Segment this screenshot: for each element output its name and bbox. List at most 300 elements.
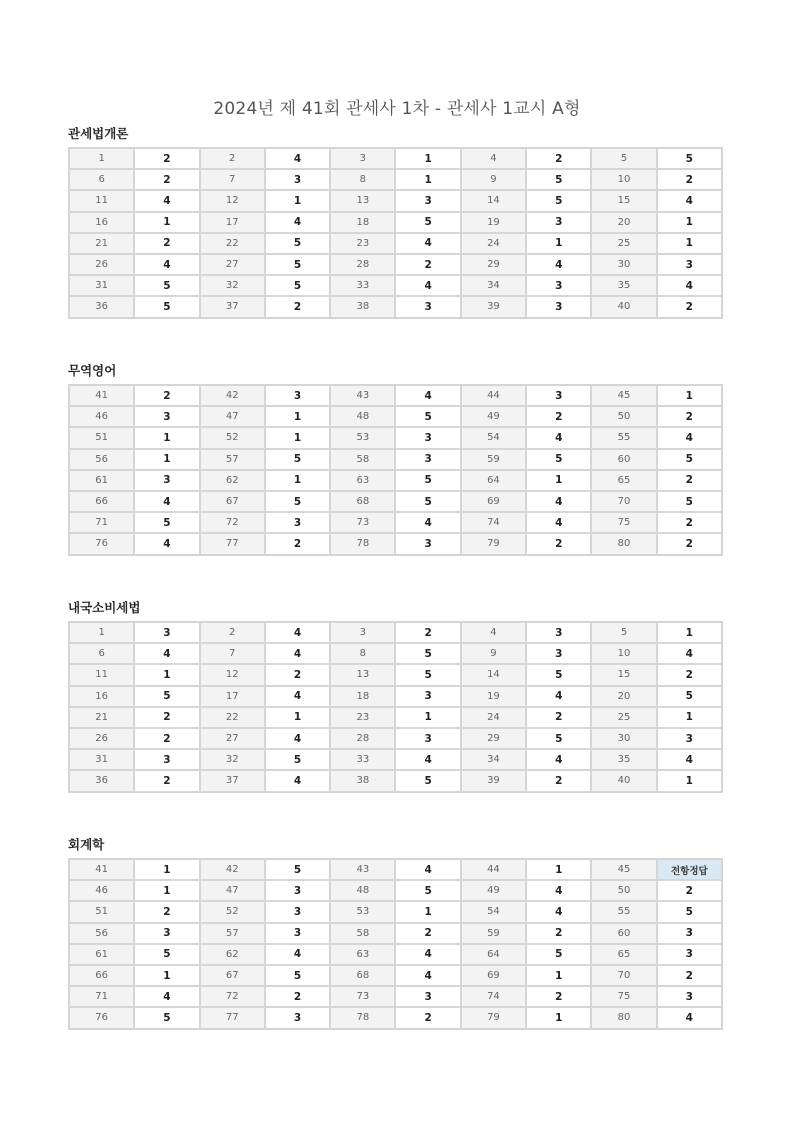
question-number: 12 (200, 664, 265, 685)
table-row (69, 512, 722, 533)
question-number: 21 (69, 233, 134, 254)
question-number: 68 (330, 491, 395, 512)
answer-value: 4 (526, 749, 591, 770)
answer-value: 5 (395, 880, 460, 901)
answer-value: 1 (134, 859, 199, 880)
question-number: 48 (330, 406, 395, 427)
question-number: 21 (69, 707, 134, 728)
question-number: 29 (461, 254, 526, 275)
answer-value: 1 (265, 427, 330, 448)
question-number: 4 (461, 148, 526, 169)
question-number: 64 (461, 944, 526, 965)
question-number: 55 (591, 901, 656, 922)
answer-value: 3 (265, 901, 330, 922)
answer-value: 1 (657, 233, 722, 254)
question-number: 39 (461, 770, 526, 791)
answer-value: 2 (265, 296, 330, 317)
question-number: 7 (200, 643, 265, 664)
answer-value: 5 (657, 686, 722, 707)
question-number: 15 (591, 664, 656, 685)
table-row (69, 491, 722, 512)
question-number: 16 (69, 212, 134, 233)
answer-value: 2 (395, 923, 460, 944)
answer-value: 3 (265, 512, 330, 533)
answer-value: 3 (657, 923, 722, 944)
answer-value: 3 (134, 749, 199, 770)
answer-value: 1 (395, 901, 460, 922)
table-row (69, 880, 722, 901)
question-number: 34 (461, 749, 526, 770)
question-number: 75 (591, 986, 656, 1007)
answer-value: 1 (134, 427, 199, 448)
answer-value: 2 (134, 233, 199, 254)
answer-value: 5 (265, 233, 330, 254)
answer-value: 3 (657, 728, 722, 749)
answer-value: 5 (395, 770, 460, 791)
question-number: 10 (591, 643, 656, 664)
table-row (69, 427, 722, 448)
question-number: 61 (69, 944, 134, 965)
question-number: 70 (591, 965, 656, 986)
answer-value: 1 (657, 770, 722, 791)
question-number: 8 (330, 169, 395, 190)
table-row (69, 707, 722, 728)
answer-value: 2 (265, 533, 330, 554)
table-row (69, 470, 722, 491)
question-number: 24 (461, 707, 526, 728)
question-number: 67 (200, 491, 265, 512)
section-accounting (68, 838, 723, 1030)
question-number: 78 (330, 1007, 395, 1028)
section-excise-tax-law (68, 601, 723, 793)
question-number: 80 (591, 1007, 656, 1028)
table-row (69, 686, 722, 707)
answer-value: 5 (265, 491, 330, 512)
answer-value: 3 (526, 296, 591, 317)
table-row (69, 923, 722, 944)
question-number: 61 (69, 470, 134, 491)
answer-value: 3 (395, 427, 460, 448)
answer-value: 3 (395, 986, 460, 1007)
answer-value: 3 (265, 169, 330, 190)
question-number: 5 (591, 622, 656, 643)
question-number: 1 (69, 148, 134, 169)
section-title: 내국소비세법 (68, 600, 141, 615)
answer-value: 1 (134, 880, 199, 901)
table-row (69, 986, 722, 1007)
answer-value: 3 (657, 254, 722, 275)
question-number: 69 (461, 491, 526, 512)
question-number: 47 (200, 880, 265, 901)
question-number: 79 (461, 1007, 526, 1028)
answer-value: 3 (395, 686, 460, 707)
table-row (69, 944, 722, 965)
answer-value: 2 (657, 880, 722, 901)
table-row (69, 728, 722, 749)
question-number: 45 (591, 385, 656, 406)
answer-value: 4 (265, 944, 330, 965)
question-number: 41 (69, 385, 134, 406)
answer-value: 3 (395, 533, 460, 554)
question-number: 6 (69, 169, 134, 190)
question-number: 17 (200, 686, 265, 707)
answer-value: 2 (134, 385, 199, 406)
question-number: 45 (591, 859, 656, 880)
question-number: 77 (200, 1007, 265, 1028)
question-number: 9 (461, 169, 526, 190)
question-number: 49 (461, 406, 526, 427)
section-title: 무역영어 (68, 363, 117, 378)
table-row (69, 664, 722, 685)
question-number: 8 (330, 643, 395, 664)
answer-value: 4 (657, 643, 722, 664)
question-number: 53 (330, 901, 395, 922)
answer-value: 2 (657, 169, 722, 190)
question-number: 76 (69, 533, 134, 554)
answer-value: 1 (265, 707, 330, 728)
answer-value: 5 (395, 643, 460, 664)
answer-value: 4 (526, 512, 591, 533)
question-number: 80 (591, 533, 656, 554)
answer-value: 2 (657, 512, 722, 533)
answer-value: 4 (134, 643, 199, 664)
answer-value: 5 (265, 965, 330, 986)
answer-value: 1 (134, 664, 199, 685)
question-number: 50 (591, 406, 656, 427)
question-number: 57 (200, 449, 265, 470)
question-number: 13 (330, 190, 395, 211)
answer-value: 4 (395, 944, 460, 965)
question-number: 72 (200, 512, 265, 533)
table-row (69, 233, 722, 254)
answer-value: 3 (265, 1007, 330, 1028)
question-number: 37 (200, 770, 265, 791)
answer-value: 1 (657, 212, 722, 233)
answer-value: 2 (526, 406, 591, 427)
answer-value: 5 (657, 491, 722, 512)
question-number: 73 (330, 512, 395, 533)
question-number: 42 (200, 385, 265, 406)
question-number: 49 (461, 880, 526, 901)
question-number: 37 (200, 296, 265, 317)
question-number: 65 (591, 470, 656, 491)
question-number: 52 (200, 901, 265, 922)
answer-value: 5 (134, 944, 199, 965)
question-number: 14 (461, 190, 526, 211)
question-number: 32 (200, 749, 265, 770)
question-number: 31 (69, 749, 134, 770)
question-number: 75 (591, 512, 656, 533)
answer-value: 4 (134, 533, 199, 554)
answer-value: 5 (526, 169, 591, 190)
answer-value: 5 (657, 901, 722, 922)
question-number: 59 (461, 923, 526, 944)
answer-value: 2 (526, 533, 591, 554)
answer-value: 5 (265, 254, 330, 275)
answer-value: 1 (526, 470, 591, 491)
question-number: 12 (200, 190, 265, 211)
question-number: 18 (330, 686, 395, 707)
answer-value: 2 (395, 1007, 460, 1028)
question-number: 62 (200, 944, 265, 965)
answer-value: 2 (526, 148, 591, 169)
question-number: 35 (591, 275, 656, 296)
answer-value: 4 (265, 622, 330, 643)
answer-value: 3 (526, 212, 591, 233)
question-number: 18 (330, 212, 395, 233)
answer-value: 1 (395, 148, 460, 169)
question-number: 70 (591, 491, 656, 512)
answer-value: 5 (134, 686, 199, 707)
question-number: 50 (591, 880, 656, 901)
answer-value: 2 (657, 664, 722, 685)
answer-value: 5 (395, 406, 460, 427)
answer-value: 2 (657, 296, 722, 317)
question-number: 10 (591, 169, 656, 190)
answer-value: 2 (526, 986, 591, 1007)
table-row (69, 275, 722, 296)
answer-value: 전항정답 (657, 859, 722, 880)
answer-value: 2 (134, 148, 199, 169)
question-number: 9 (461, 643, 526, 664)
table-row (69, 901, 722, 922)
answer-value: 2 (526, 707, 591, 728)
question-number: 38 (330, 770, 395, 791)
question-number: 43 (330, 859, 395, 880)
answer-value: 1 (134, 449, 199, 470)
question-number: 36 (69, 296, 134, 317)
answer-value: 3 (134, 406, 199, 427)
question-number: 33 (330, 275, 395, 296)
question-number: 69 (461, 965, 526, 986)
question-number: 66 (69, 965, 134, 986)
section-trade-english (68, 364, 723, 556)
answer-value: 2 (395, 254, 460, 275)
answer-value: 3 (265, 880, 330, 901)
question-number: 63 (330, 944, 395, 965)
question-number: 27 (200, 254, 265, 275)
answer-value: 5 (134, 275, 199, 296)
question-number: 2 (200, 148, 265, 169)
question-number: 34 (461, 275, 526, 296)
answer-value: 4 (265, 770, 330, 791)
answer-value: 4 (395, 512, 460, 533)
answer-value: 3 (134, 923, 199, 944)
answer-value: 1 (657, 622, 722, 643)
question-number: 40 (591, 296, 656, 317)
question-number: 25 (591, 233, 656, 254)
question-number: 73 (330, 986, 395, 1007)
answer-value: 1 (395, 707, 460, 728)
question-number: 30 (591, 254, 656, 275)
answer-value: 3 (395, 449, 460, 470)
question-number: 60 (591, 449, 656, 470)
question-number: 58 (330, 449, 395, 470)
question-number: 38 (330, 296, 395, 317)
question-number: 53 (330, 427, 395, 448)
question-number: 58 (330, 923, 395, 944)
answer-value: 4 (134, 190, 199, 211)
answer-value: 4 (526, 254, 591, 275)
answer-value: 4 (265, 686, 330, 707)
question-number: 31 (69, 275, 134, 296)
answer-value: 4 (395, 385, 460, 406)
answer-value: 4 (526, 686, 591, 707)
answer-value: 2 (265, 664, 330, 685)
answer-value: 4 (526, 491, 591, 512)
answer-value: 3 (657, 986, 722, 1007)
question-number: 77 (200, 533, 265, 554)
answer-value: 4 (657, 427, 722, 448)
question-number: 7 (200, 169, 265, 190)
table-row (69, 770, 722, 791)
answer-value: 3 (265, 923, 330, 944)
question-number: 20 (591, 212, 656, 233)
question-number: 51 (69, 427, 134, 448)
question-number: 2 (200, 622, 265, 643)
answer-value: 1 (134, 965, 199, 986)
question-number: 26 (69, 254, 134, 275)
question-number: 54 (461, 427, 526, 448)
question-number: 64 (461, 470, 526, 491)
question-number: 47 (200, 406, 265, 427)
question-number: 44 (461, 859, 526, 880)
answer-value: 5 (526, 728, 591, 749)
question-number: 78 (330, 533, 395, 554)
answer-value: 2 (134, 770, 199, 791)
answer-table (68, 858, 723, 1030)
answer-value: 4 (265, 728, 330, 749)
answer-value: 1 (526, 1007, 591, 1028)
question-number: 48 (330, 880, 395, 901)
question-number: 4 (461, 622, 526, 643)
question-number: 26 (69, 728, 134, 749)
question-number: 1 (69, 622, 134, 643)
answer-value: 4 (657, 190, 722, 211)
answer-value: 5 (395, 664, 460, 685)
question-number: 46 (69, 406, 134, 427)
answer-value: 5 (526, 944, 591, 965)
table-row (69, 643, 722, 664)
answer-value: 2 (657, 470, 722, 491)
question-number: 19 (461, 212, 526, 233)
question-number: 16 (69, 686, 134, 707)
answer-value: 5 (657, 449, 722, 470)
question-number: 11 (69, 190, 134, 211)
answer-value: 4 (134, 254, 199, 275)
answer-value: 2 (526, 923, 591, 944)
answer-value: 5 (395, 491, 460, 512)
question-number: 76 (69, 1007, 134, 1028)
answer-value: 4 (526, 880, 591, 901)
answer-value: 4 (395, 275, 460, 296)
question-number: 39 (461, 296, 526, 317)
answer-value: 1 (265, 406, 330, 427)
answer-value: 2 (657, 406, 722, 427)
question-number: 56 (69, 449, 134, 470)
table-row (69, 148, 722, 169)
answer-value: 3 (395, 296, 460, 317)
question-number: 71 (69, 512, 134, 533)
answer-value: 1 (526, 233, 591, 254)
answer-value: 5 (395, 470, 460, 491)
question-number: 55 (591, 427, 656, 448)
answer-value: 4 (526, 901, 591, 922)
question-number: 20 (591, 686, 656, 707)
question-number: 68 (330, 965, 395, 986)
answer-value: 5 (657, 148, 722, 169)
question-number: 3 (330, 148, 395, 169)
answer-value: 4 (265, 212, 330, 233)
page-title: 2024년 제 41회 관세사 1차 - 관세사 1교시 A형 (213, 99, 581, 119)
answer-value: 2 (134, 728, 199, 749)
question-number: 28 (330, 728, 395, 749)
question-number: 79 (461, 533, 526, 554)
question-number: 40 (591, 770, 656, 791)
answer-value: 3 (526, 385, 591, 406)
table-row (69, 385, 722, 406)
question-number: 13 (330, 664, 395, 685)
answer-value: 2 (134, 901, 199, 922)
table-row (69, 622, 722, 643)
answer-value: 4 (526, 427, 591, 448)
question-number: 3 (330, 622, 395, 643)
question-number: 51 (69, 901, 134, 922)
question-number: 35 (591, 749, 656, 770)
answer-value: 4 (395, 749, 460, 770)
answer-value: 3 (657, 944, 722, 965)
answer-value: 5 (134, 1007, 199, 1028)
question-number: 57 (200, 923, 265, 944)
section-customs-law (68, 127, 723, 319)
question-number: 42 (200, 859, 265, 880)
table-row (69, 533, 722, 554)
question-number: 46 (69, 880, 134, 901)
answer-value: 3 (526, 643, 591, 664)
table-row (69, 449, 722, 470)
question-number: 43 (330, 385, 395, 406)
question-number: 44 (461, 385, 526, 406)
answer-table (68, 384, 723, 556)
question-number: 23 (330, 233, 395, 254)
question-number: 30 (591, 728, 656, 749)
table-row (69, 1007, 722, 1028)
answer-value: 5 (526, 664, 591, 685)
answer-value: 5 (134, 296, 199, 317)
question-number: 19 (461, 686, 526, 707)
answer-value: 4 (134, 986, 199, 1007)
answer-value: 2 (265, 986, 330, 1007)
answer-value: 1 (657, 385, 722, 406)
table-row (69, 406, 722, 427)
answer-value: 5 (265, 859, 330, 880)
answer-value: 3 (395, 728, 460, 749)
answer-value: 5 (395, 212, 460, 233)
answer-value: 3 (134, 622, 199, 643)
answer-value: 1 (265, 470, 330, 491)
answer-value: 4 (657, 749, 722, 770)
answer-value: 5 (526, 449, 591, 470)
question-number: 29 (461, 728, 526, 749)
question-number: 60 (591, 923, 656, 944)
answer-value: 3 (526, 622, 591, 643)
answer-value: 1 (657, 707, 722, 728)
answer-value: 5 (265, 449, 330, 470)
answer-value: 1 (134, 212, 199, 233)
answer-value: 2 (657, 533, 722, 554)
question-number: 52 (200, 427, 265, 448)
answer-table (68, 621, 723, 793)
